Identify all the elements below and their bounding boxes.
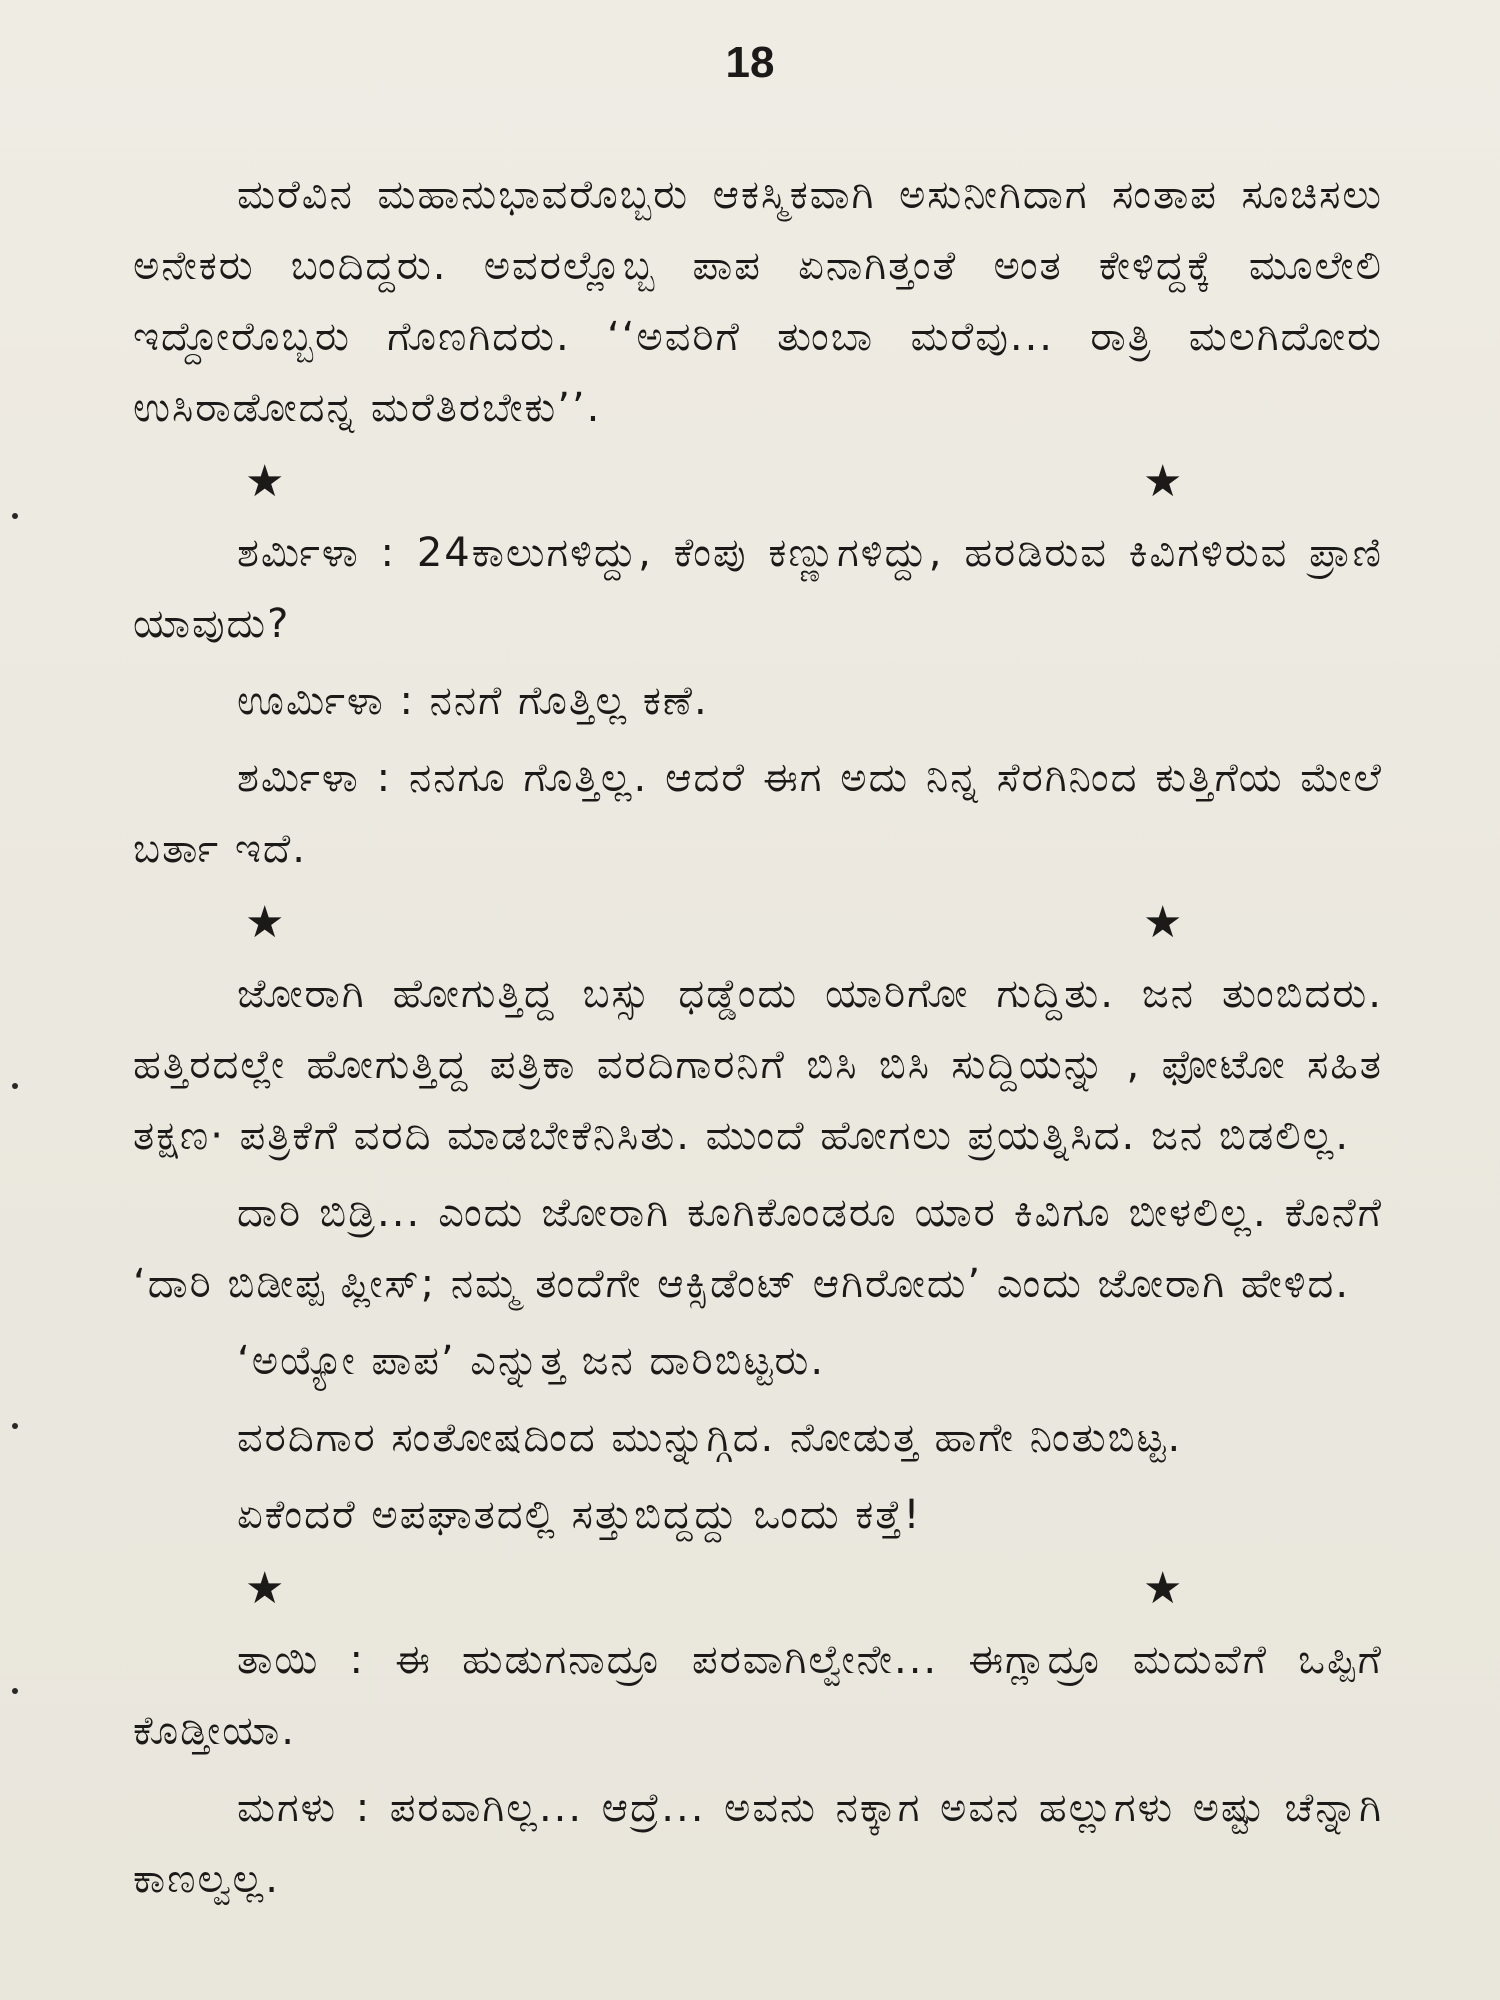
- paragraph: ಮಗಳು : ಪರವಾಗಿಲ್ಲ... ಆದ್ರೆ... ಅವನು ನಕ್ಕಾಗ ಅವನ ಹಲ್ಲುಗಳು ಅಷ್ಟು ಚೆನ್ನಾಗಿ ಕಾಣಲ್ವಲ್ಲ.: [133, 1785, 1383, 1902]
- page-body: [133, 160, 1383, 1921]
- margin-speck: [12, 513, 18, 519]
- paragraph: ಶರ್ಮಿಳಾ : ನನಗೂ ಗೊತ್ತಿಲ್ಲ. ಆದರೆ ಈಗ ಅದು ನಿನ್ನ ಸೆರಗಿನಿಂದ ಕುತ್ತಿಗೆಯ ಮೇಲೆ ಬರ್ತಾ ಇದೆ.: [133, 755, 1383, 872]
- star-icon: ★: [245, 456, 287, 507]
- paragraph: ತಾಯಿ : ಈ ಹುಡುಗನಾದ್ರೂ ಪರವಾಗಿಲ್ವೇನೇ... ಈಗ್ಲಾದ್ರೂ ಮದುವೆಗೆ ಒಪ್ಪಿಗೆ ಕೊಡ್ತೀಯಾ.: [133, 1637, 1383, 1754]
- margin-speck: [12, 1423, 18, 1429]
- star-icon: ★: [1143, 456, 1185, 507]
- paragraph: ದಾರಿ ಬಿಡ್ರಿ... ಎಂದು ಜೋರಾಗಿ ಕೂಗಿಕೊಂಡರೂ ಯಾರ ಕಿವಿಗೂ ಬೀಳಲಿಲ್ಲ. ಕೊನೆಗೆ ‘ದಾರಿ ಬಿಡೀಪ್ಪ ಪ್ಲೀಸ್; ನಮ್ಮ ತಂದೆಗೇ ಆಕ್ಸಿಡೆಂಟ್ ಆಗಿರೋದು’ ಎಂದು ಜೋರಾಗಿ ಹೇಳಿದ.: [133, 1190, 1383, 1307]
- paragraph: ಊರ್ಮಿಳಾ : ನನಗೆ ಗೊತ್ತಿಲ್ಲ ಕಣೆ.: [237, 678, 709, 724]
- margin-speck: [12, 1083, 18, 1089]
- paragraph: ಏಕೆಂದರೆ ಅಪಘಾತದಲ್ಲಿ ಸತ್ತುಬಿದ್ದದ್ದು ಒಂದು ಕತ್ತೆ!: [237, 1492, 922, 1538]
- page-number: 18: [725, 38, 775, 87]
- paragraph: ವರದಿಗಾರ ಸಂತೋಷದಿಂದ ಮುನ್ನುಗ್ಗಿದ. ನೋಡುತ್ತ ಹಾಗೇ ನಿಂತುಬಿಟ್ಟ.: [237, 1415, 1183, 1461]
- star-icon: ★: [245, 1563, 287, 1614]
- paragraph: ಜೋರಾಗಿ ಹೋಗುತ್ತಿದ್ದ ಬಸ್ಸು ಧಡ್ಡೆಂದು ಯಾರಿಗೋ ಗುದ್ದಿತು. ಜನ ತುಂಬಿದರು. ಹತ್ತಿರದಲ್ಲೇ ಹೋಗುತ್ತಿದ್ದ ಪತ್ರಿಕಾ ವರದಿಗಾರನಿಗೆ ಬಿಸಿ ಬಿಸಿ ಸುದ್ದಿಯನ್ನು , ಫೋಟೋ ಸಹಿತ ತಕ್ಷಣ· ಪತ್ರಿಕೆಗೆ ವರದಿ ಮಾಡಬೇಕೆನಿಸಿತು. ಮುಂದೆ ಹೋಗಲು ಪ್ರಯತ್ನಿಸಿದ. ಜನ ಬಿಡಲಿಲ್ಲ.: [133, 971, 1383, 1159]
- paragraph: ‘ಅಯ್ಯೋ ಪಾಪ’ ಎನ್ನುತ್ತ ಜನ ದಾರಿಬಿಟ್ಟರು.: [237, 1338, 826, 1384]
- paragraph: ಮರೆವಿನ ಮಹಾನುಭಾವರೊಬ್ಬರು ಆಕಸ್ಮಿಕವಾಗಿ ಅಸುನೀಗಿದಾಗ ಸಂತಾಪ ಸೂಚಿಸಲು ಅನೇಕರು ಬಂದಿದ್ದರು. ಅವರಲ್ಲೊಬ್ಬ ಪಾಪ ಏನಾಗಿತ್ತಂತೆ ಅಂತ ಕೇಳಿದ್ದಕ್ಕೆ ಮೂಲೇಲಿ ಇದ್ದೋರೊಬ್ಬರು ಗೊಣಗಿದರು. ‘‘ಅವರಿಗೆ ತುಂಬಾ ಮರೆವು... ರಾತ್ರಿ ಮಲಗಿದೋರು ಉಸಿರಾಡೋದನ್ನ ಮರೆತಿರಬೇಕು’’.: [133, 172, 1383, 431]
- margin-speck: [12, 1688, 18, 1694]
- section-divider: [133, 891, 1383, 955]
- section-divider: [133, 1557, 1383, 1621]
- star-icon: ★: [1143, 897, 1185, 948]
- star-icon: ★: [1143, 1563, 1185, 1614]
- paragraph: ಶರ್ಮಿಳಾ : 24ಕಾಲುಗಳಿದ್ದು, ಕೆಂಪು ಕಣ್ಣುಗಳಿದ್ದು, ಹರಡಿರುವ ಕಿವಿಗಳಿರುವ ಪ್ರಾಣಿ ಯಾವುದು?: [133, 530, 1383, 647]
- section-divider: [133, 450, 1383, 514]
- star-icon: ★: [245, 897, 287, 948]
